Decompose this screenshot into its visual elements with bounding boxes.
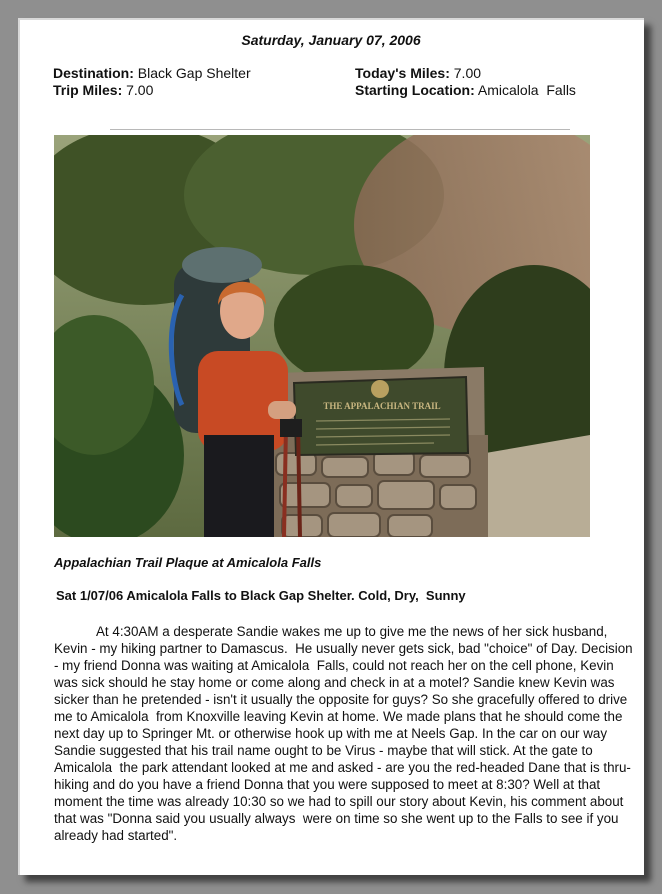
entry-body-paragraph (54, 623, 637, 844)
starting-location-label: Starting Location: (355, 82, 475, 98)
trip-miles-label: Trip Miles: (53, 82, 123, 98)
entry-date: Saturday, January 07, 2006 (241, 32, 421, 48)
destination-label: Destination: (53, 65, 134, 81)
divider (110, 129, 570, 130)
starting-location (355, 82, 576, 98)
todays-miles (355, 65, 481, 81)
journal-page (18, 18, 644, 875)
destination-value: Black Gap Shelter (137, 65, 251, 81)
todays-miles-value: 7.00 (453, 65, 482, 81)
photo-caption: Appalachian Trail Plaque at Amicalola Falls (54, 555, 322, 570)
starting-location-value: Amicalola Falls (477, 82, 576, 98)
entry-heading: Sat 1/07/06 Amicalola Falls to Black Gap Shelter. Cold, Dry, Sunny (56, 588, 466, 603)
plaque-text: THE APPALACHIAN TRAIL (323, 401, 441, 411)
trip-miles (53, 82, 153, 98)
trip-miles-value: 7.00 (126, 82, 154, 98)
destination (53, 65, 251, 81)
trail-photo (54, 135, 590, 537)
todays-miles-label: Today's Miles: (355, 65, 450, 81)
entry-body: At 4:30AM a desperate Sandie wakes me up to give me the news of her sick husband, Kevin - my hiking partner to Damascus. He usually never gets sick, bad "choice" of Day. Decision - my friend Donna was waiting at Amicalola Falls, could not reach her on the cell phone, Kevin was sick should he stay home or come along and check in at a motel? Sandie knew Kevin was sicker than he pretended - isn't it usually the opposite for guys? So she gracefully offered to drive me to Amicalola from Knoxville leaving Kevin at home. We made plans that he should come the next day up to Springer Mt. or otherwise hook up with me at Neels Gap. In the car on our way Sandie suggested that his trail name ought to be Virus - maybe that will stick. At the gate to Amicalola the park attendant looked at me and asked - are you the red-headed Dane that is thru-hiking and do you have a friend Donna that you were supposed to meet at 8:30? Well at that moment the time was already 10:30 so we had to spill our story about Kevin, his comment about that was "Donna said you usually always were on time so she went up to the Falls to see if you already had started". (54, 624, 637, 843)
